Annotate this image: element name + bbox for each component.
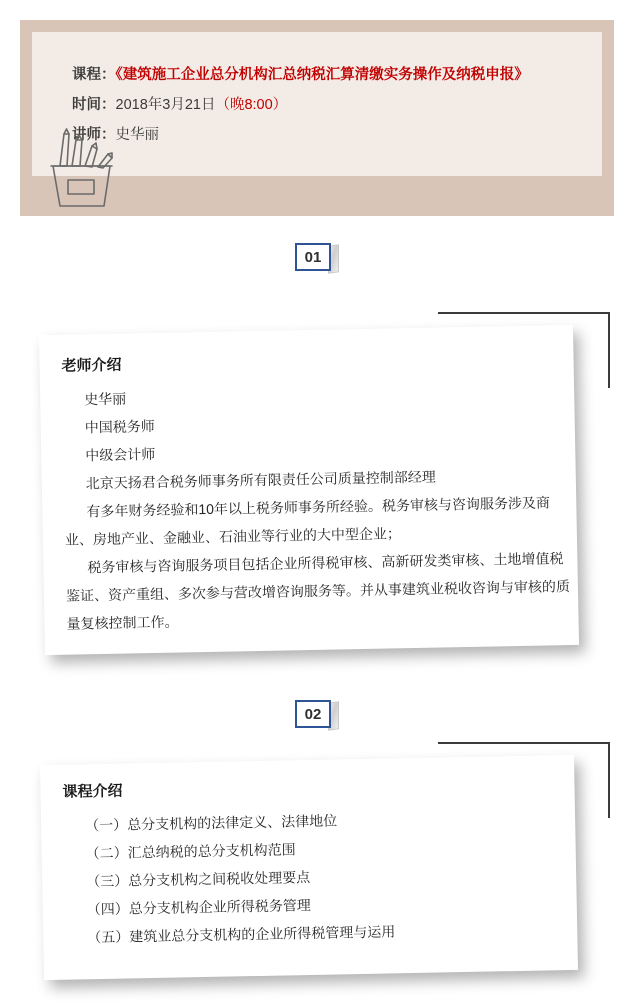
course-line	[72, 60, 602, 90]
course-label: 课程：	[72, 67, 116, 83]
section-badge-02	[295, 700, 339, 730]
course-outline-item-5: （五）建筑业总分支机构的企业所得税管理与运用	[87, 923, 396, 946]
time-note: （晚8:00）	[215, 97, 288, 113]
teacher-credential-2: 中级会计师	[85, 446, 156, 464]
course-outline-item-1: （一）总分支机构的法律定义、法律地位	[84, 812, 338, 834]
teacher-experience-paragraph-1: 有多年财务经验和10年以上税务师事务所经验。税务审核与咨询服务涉及商业、房地产业、金融业、石油业等行业的大中型企业；	[64, 494, 551, 548]
course-outline-item-2: （二）汇总纳税的总分支机构范围	[85, 841, 296, 862]
course-title: 《建筑施工企业总分机构汇总纳税汇算清缴实务操作及纳税申报》	[115, 67, 529, 83]
teacher-intro-title: 老师介绍	[61, 356, 122, 375]
teacher-credential-1: 中国税务师	[84, 418, 155, 436]
teacher-intro-card	[39, 325, 585, 655]
course-intro-card	[40, 755, 584, 980]
course-outline-item-3: （三）总分支机构之间税收处理要点	[86, 869, 311, 890]
section-badge-01	[295, 243, 339, 273]
teacher-name: 史华丽	[84, 390, 127, 408]
course-intro-title: 课程介绍	[62, 782, 123, 801]
time-label: 时间：	[72, 97, 116, 113]
section-badge-number: 02	[295, 700, 331, 728]
lecturer-line	[72, 120, 602, 150]
lecturer-value: 史华丽	[115, 127, 159, 143]
section-badge-number: 01	[295, 243, 331, 271]
lecturer-label: 讲师：	[72, 127, 116, 143]
time-value: 2018年3月21日	[115, 97, 216, 113]
header-banner	[20, 20, 614, 216]
time-line	[72, 90, 602, 120]
teacher-position: 北京天扬君合税务师事务所有限责任公司质量控制部经理	[85, 468, 436, 492]
course-outline-item-4: （四）总分支机构企业所得税务管理	[86, 897, 311, 918]
pencil-cup-icon	[36, 126, 124, 212]
teacher-experience-paragraph-2: 税务审核与咨询服务项目包括企业所得税审核、高新研发类审核、土地增值税鉴证、资产重组、多次参与营改增咨询服务等。并从事建筑业税收咨询与审核的质量复核控制工作。	[65, 550, 571, 632]
